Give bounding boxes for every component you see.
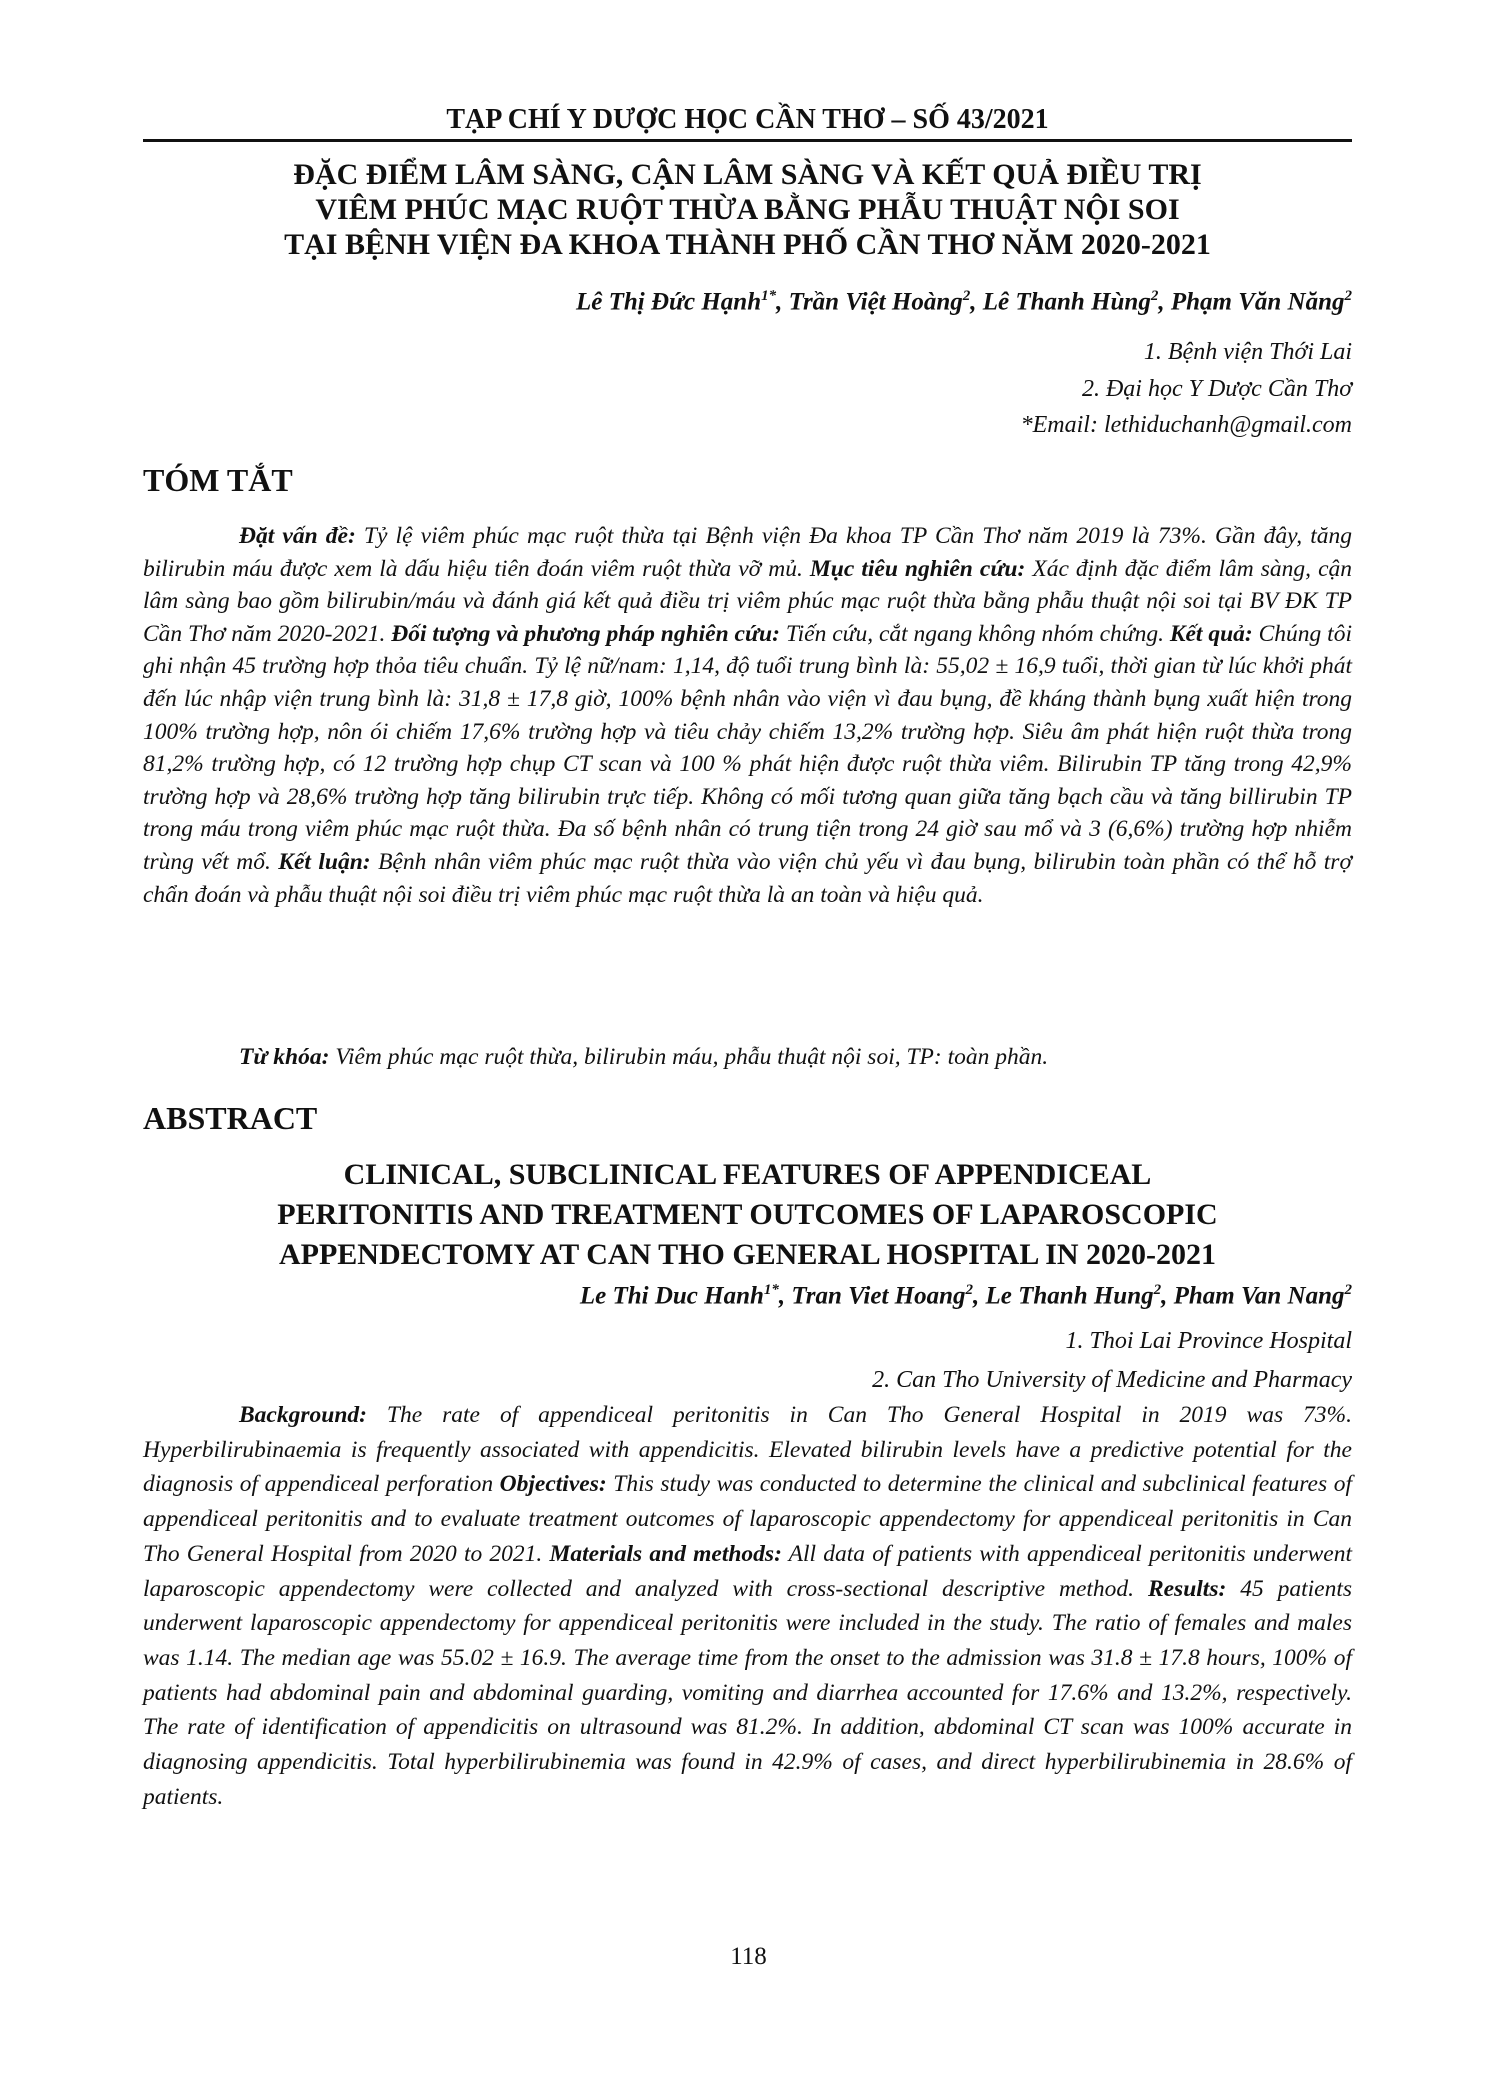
author-affiliation-mark: 2 (1344, 1282, 1352, 1298)
author-affiliation-mark: 2 (1344, 288, 1352, 304)
affiliation: 2. Đại học Y Dược Cần Thơ (1081, 375, 1352, 402)
author-affiliation-mark: 2 (962, 288, 971, 304)
affiliation: 2. Can Tho University of Medicine and Pharmacy (872, 1367, 1352, 1393)
author-name: Le Thanh Hung (985, 1282, 1154, 1310)
author-name: Pham Van Nang (1173, 1282, 1345, 1310)
vi-title-line: VIÊM PHÚC MẠC RUỘT THỪA BẰNG PHẪU THUẬT NỘI SOI (315, 193, 1180, 226)
abstract-text: Bệnh nhân viêm phúc mạc ruột thừa vào viện chủ yếu vì đau bụng, bilirubin toàn phần có thể hỗ trợ chẩn đoán và phẫu thuật nội soi điều trị viêm phúc mạc ruột thừa là an toàn và hiệu quả. (143, 848, 1352, 908)
author-name: Phạm Văn Năng (1170, 288, 1345, 316)
abstract-label: Kết quả: (1169, 620, 1253, 647)
vi-title-line: TẠI BỆNH VIỆN ĐA KHOA THÀNH PHỐ CẦN THƠ NĂM 2020-2021 (284, 228, 1211, 261)
abstract-label: Objectives: (499, 1471, 607, 1498)
author-name: Tran Viet Hoang (791, 1282, 966, 1310)
author-separator: , (973, 1282, 986, 1310)
author-name: Le Thi Duc Hanh (579, 1282, 764, 1310)
vi-title (143, 157, 1352, 262)
author-separator: , (1161, 1282, 1174, 1310)
vi-keywords (143, 1041, 1352, 1074)
vi-abstract (143, 520, 1352, 911)
en-title (143, 1155, 1352, 1275)
author-affiliation-mark: 2 (965, 1282, 973, 1298)
vi-affiliations (1021, 334, 1352, 444)
author-separator: , (776, 288, 789, 316)
abstract-text: All data of patients with appendiceal peritonitis underwent laparoscopic appendectomy were collected and analyzed with cross-sectional descriptive method. (143, 1540, 1352, 1602)
vi-authors (576, 288, 1352, 316)
abstract-label: Kết luận: (278, 848, 371, 875)
en-title-line: CLINICAL, SUBCLINICAL FEATURES OF APPENDICEAL (343, 1158, 1152, 1191)
keywords-label: Từ khóa: (239, 1044, 330, 1070)
keywords-text: Viêm phúc mạc ruột thừa, bilirubin máu, phẫu thuật nội soi, TP: toàn phần. (329, 1044, 1049, 1070)
author-name: Lê Thanh Hùng (982, 288, 1151, 316)
author-affiliation-mark: 1* (763, 1282, 779, 1298)
abstract-text: Tỷ lệ viêm phúc mạc ruột thừa tại Bệnh viện Đa khoa TP Cần Thơ năm 2019 là 73%. Gần đây, tăng bilirubin máu được xem là dấu hiệu tiên đoán viêm ruột thừa vỡ mủ. (143, 523, 1352, 582)
vi-title-line: ĐẶC ĐIỂM LÂM SÀNG, CẬN LÂM SÀNG VÀ KẾT QUẢ ĐIỀU TRỊ (293, 158, 1202, 191)
author-affiliation-mark: 2 (1153, 1282, 1162, 1298)
section-heading-tom-tat: TÓM TẮT (143, 462, 293, 498)
abstract-label: Materials and methods: (549, 1540, 782, 1567)
abstract-label: Đối tượng và phương pháp nghiên cứu: (391, 620, 780, 647)
abstract-label: Results: (1147, 1575, 1227, 1602)
abstract-text: This study was conducted to determine the clinical and subclinical features of appendiceal peritonitis and to evaluate treatment outcomes of laparoscopic appendectomy for appendiceal peritonitis in Can Tho General Hospital from 2020 to 2021. (143, 1471, 1352, 1567)
header-rule (143, 139, 1352, 142)
en-abstract (143, 1398, 1352, 1814)
abstract-text: The rate of appendiceal peritonitis in Can Tho General Hospital in 2019 was 73%. Hyperbilirubinaemia is frequently associated with appendicitis. Elevated bilirubin levels have a predictive potential for the diagnosis of appendiceal perforation (143, 1402, 1352, 1498)
abstract-text: Xác định đặc điểm lâm sàng, cận lâm sàng bao gồm bilirubin/máu và đánh giá kết quả điều trị viêm phúc mạc ruột thừa bằng phẫu thuật nội soi tại BV ĐK TP Cần Thơ năm 2020-2021. (143, 555, 1352, 647)
abstract-label: Background: (239, 1402, 367, 1428)
en-affiliations (872, 1322, 1352, 1400)
abstract-text: Chúng tôi ghi nhận 45 trường hợp thỏa tiêu chuẩn. Tỷ lệ nữ/nam: 1,14, độ tuổi trung bình là: 55,02 ± 16,9 tuổi, thời gian từ lúc khởi phát đến lúc nhập viện trung bình là: 31,8 ± 17,8 giờ, 100% bệnh nhân vào viện vì đau bụng, đề kháng thành bụng xuất hiện trong 100% trường hợp, nôn ói chiếm 17,6% trường hợp và tiêu chảy chiếm 13,2% trường hợp. Siêu âm phát hiện ruột thừa trong 81,2% trường hợp, có 12 trường hợp chụp CT scan và 100 % phát hiện được ruột thừa viêm. Bilirubin TP tăng trong 42,9% trường hợp và 28,6% trường hợp tăng bilirubin trực tiếp. Không có mối tương quan giữa tăng bạch cầu và tăng billirubin TP trong máu trong viêm phúc mạc ruột thừa. Đa số bệnh nhân có trung tiện trong 24 giờ sau mổ và 3 (6,6%) trường hợp nhiễm trùng vết mổ. (143, 620, 1352, 875)
en-title-line: PERITONITIS AND TREATMENT OUTCOMES OF LAPAROSCOPIC (277, 1198, 1218, 1231)
journal-header: TẠP CHÍ Y DƯỢC HỌC CẦN THƠ – SỐ 43/2021 (446, 104, 1049, 135)
en-title-line: APPENDECTOMY AT CAN THO GENERAL HOSPITAL IN 2020-2021 (278, 1238, 1217, 1271)
affiliation: 1. Thoi Lai Province Hospital (1065, 1328, 1352, 1354)
page-number: 118 (730, 1943, 767, 1970)
abstract-text: Tiến cứu, cắt ngang không nhóm chứng. (779, 620, 1170, 647)
author-name: Trần Việt Hoàng (788, 288, 963, 316)
section-heading-abstract: ABSTRACT (143, 1100, 318, 1136)
author-separator: , (778, 1282, 792, 1310)
author-affiliation-mark: 1* (761, 288, 777, 304)
author-separator: , (970, 288, 983, 316)
author-separator: , (1158, 288, 1171, 316)
abstract-label: Đặt vấn đề: (239, 523, 356, 549)
en-authors (580, 1282, 1352, 1310)
email[interactable]: *Email: lethiduchanh@gmail.com (1020, 412, 1352, 438)
abstract-label: Mục tiêu nghiên cứu: (809, 555, 1026, 582)
author-affiliation-mark: 2 (1150, 288, 1159, 304)
author-name: Lê Thị Đức Hạnh (575, 288, 762, 316)
affiliation: 1. Bệnh viện Thới Lai (1143, 339, 1352, 365)
abstract-text: 45 patients underwent laparoscopic appendectomy for appendiceal peritonitis were included in the study. The ratio of females and males was 1.14. The median age was 55.02 ± 16.9. The average time from the onset to the admission was 31.8 ± 17.8 hours, 100% of patients had abdominal pain and abdominal guarding, vomiting and diarrhea accounted for 17.6% and 13.2%, respectively. The rate of identification of appendicitis on ultrasound was 81.2%. In addition, abdominal CT scan was 100% accurate in diagnosing appendicitis. Total hyperbilirubinemia was found in 42.9% of cases, and direct hyperbilirubinemia in 28.6% of patients. (143, 1575, 1352, 1810)
